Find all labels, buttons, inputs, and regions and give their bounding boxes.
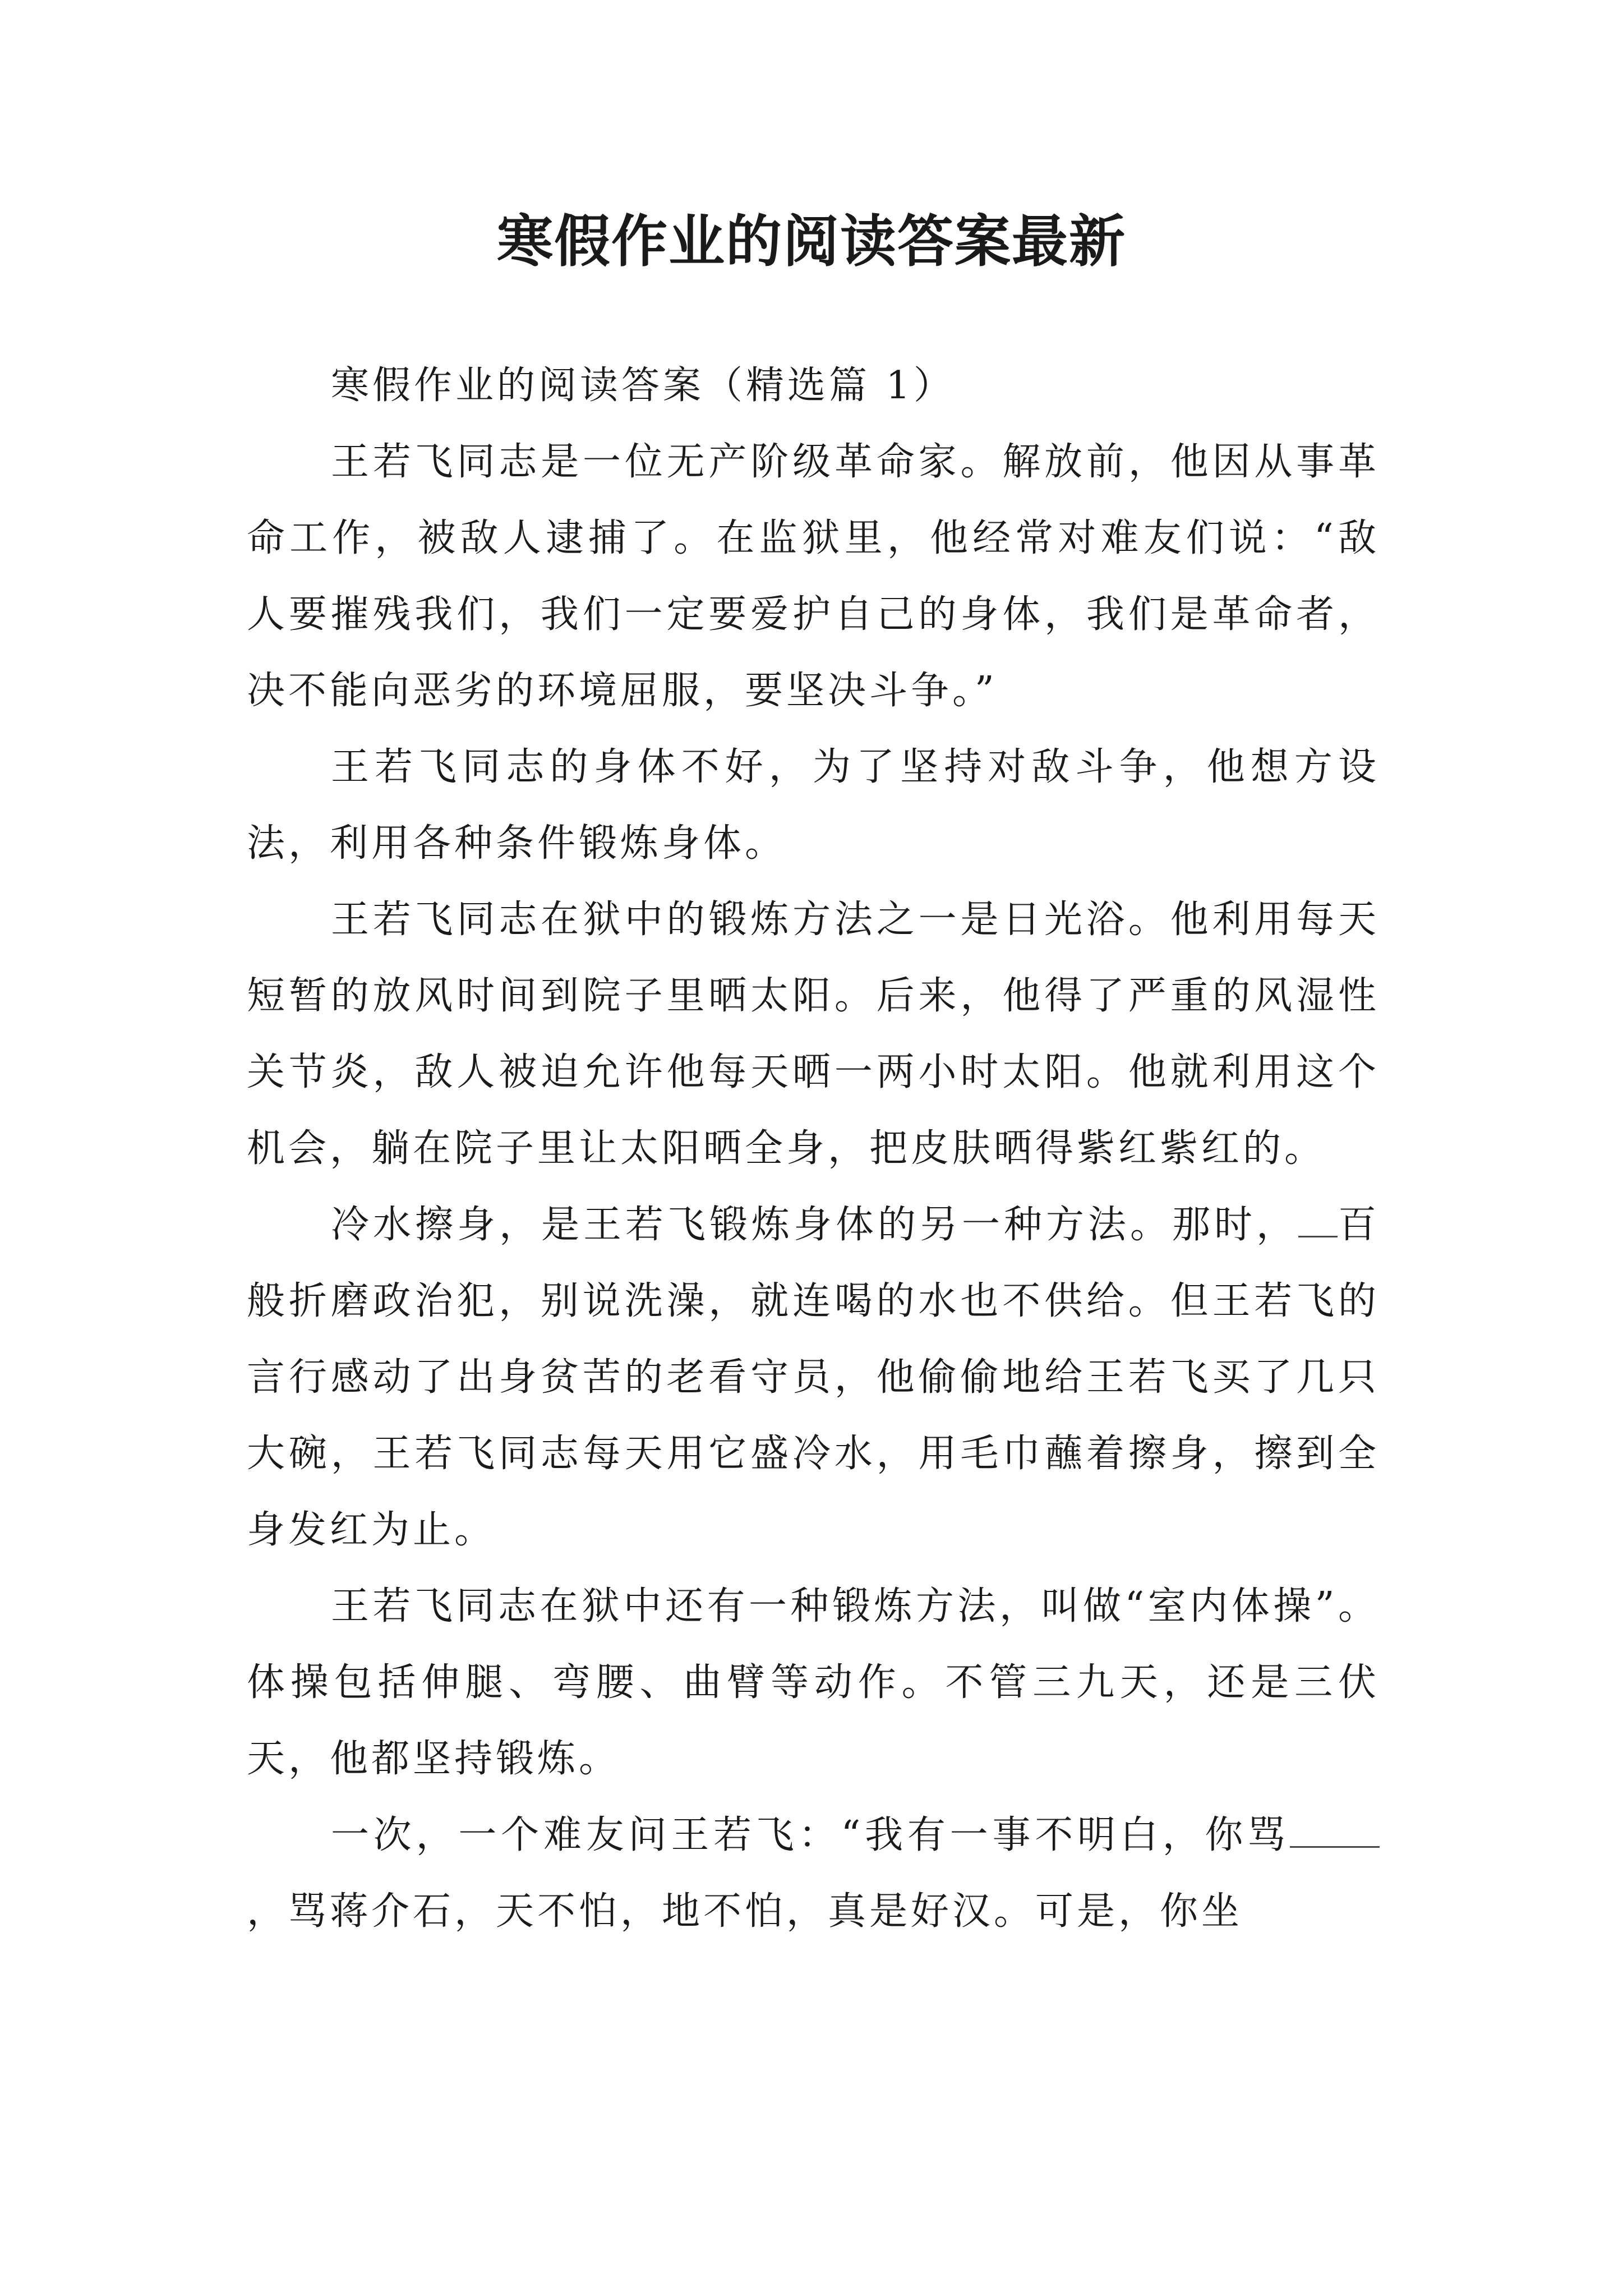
paragraph-3: 王若飞同志在狱中的锻炼方法之一是日光浴。他利用每天短暂的放风时间到院子里晒太阳。后来，他得了严重的风湿性关节炎，敌人被迫允许他每天晒一两小时太阳。他就利用这个机会，躺在院子里让太阳晒全身，把皮肤晒得紫红紫红的。 [247,898,1380,1171]
fill-in-blank-1 [1298,1202,1338,1237]
paragraph-6-text-a: 一次，一个难友问王若飞：“我有一事不明白，你骂 [331,1813,1290,1857]
paragraph-6-text-b: ，骂蒋介石，天不怕，地不怕，真是好汉。可是，你坐 [247,1889,1243,1934]
fill-in-blank-2 [1290,1812,1380,1848]
paragraph-6 [247,1797,1380,1950]
paragraph-1: 王若飞同志是一位无产阶级革命家。解放前，他因从事革命工作，被敌人逮捕了。在监狱里，他经常对难友们说：“敌人要摧残我们，我们一定要爱护自己的身体，我们是革命者，决不能向恶劣的环境屈服，要坚决斗争。” [247,440,1380,713]
paragraph-2: 王若飞同志的身体不好，为了坚持对敌斗争，他想方设法，利用各种条件锻炼身体。 [247,745,1380,866]
paragraph-4-text-b: 百般折磨政治犯，别说洗澡，就连喝的水也不供给。但王若飞的言行感动了出身贫苦的老看守员，他偷偷地给王若飞买了几只大碗，王若飞同志每天用它盛冷水，用毛巾蘸着擦身，擦到全身发红为止。 [247,1203,1380,1552]
document-title: 寒假作业的阅读答案最新 [497,208,1126,274]
paragraph-4-text-a: 冷水擦身，是王若飞锻炼身体的另一种方法。那时， [331,1203,1298,1247]
paragraph-4 [247,1187,1380,1568]
paragraph-5: 王若飞同志在狱中还有一种锻炼方法，叫做“室内体操”。体操包括伸腿、弯腰、曲臂等动作。不管三九天，还是三伏天，他都坚持锻炼。 [247,1584,1380,1781]
section-heading: 寒假作业的阅读答案（精选篇 1） [331,364,955,408]
document-body [247,348,1380,1950]
